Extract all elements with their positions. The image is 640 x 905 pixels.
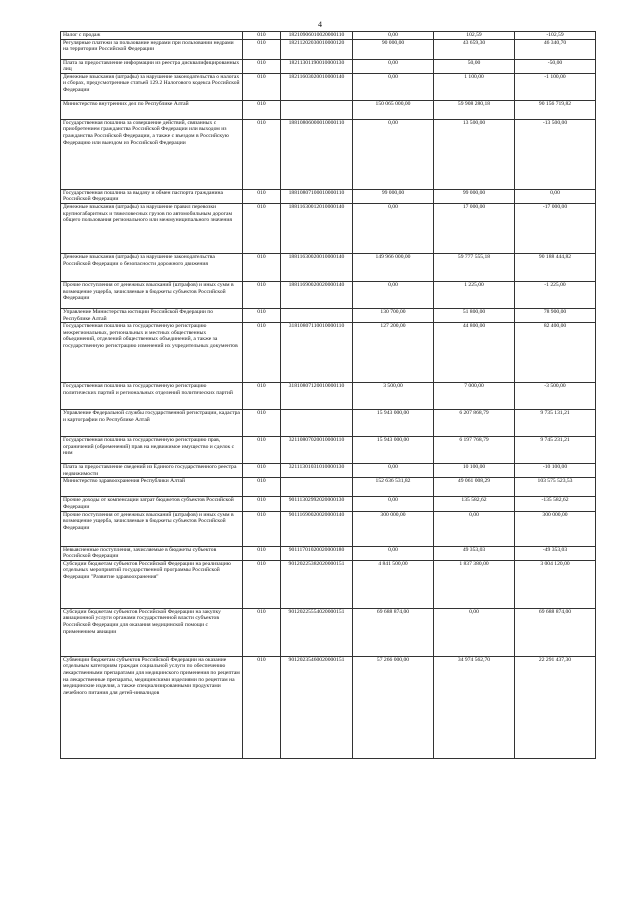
row-plan-cell: 3 500,00 <box>353 383 434 410</box>
table-row <box>61 39 596 59</box>
row-kbk-code-cell: 18211603020010000140 <box>281 73 353 100</box>
row-admin-code-cell: 010 <box>243 203 281 253</box>
page-number: 4 <box>318 20 322 29</box>
row-plan-cell: 130 700,00 <box>353 308 434 322</box>
table-row <box>61 656 596 758</box>
row-admin-code-cell: 010 <box>243 560 281 608</box>
row-kbk-code-cell <box>281 100 353 119</box>
row-diff-cell: -1 225,00 <box>515 281 596 308</box>
row-name-cell: Управление Федеральной службы государственной регистрации, кадастра и картографии по Республике Алтай <box>61 410 243 437</box>
table-row <box>61 383 596 410</box>
row-diff-cell: -17 000,00 <box>515 203 596 253</box>
row-diff-cell: 90 188 444,82 <box>515 253 596 281</box>
row-admin-code-cell: 010 <box>243 478 281 497</box>
row-admin-code-cell: 010 <box>243 437 281 464</box>
table-row <box>61 464 596 478</box>
row-diff-cell: 300 000,00 <box>515 511 596 546</box>
row-name-cell: Государственная пошлина за совершение действий, связанных с приобретением гражданства Российской Федерации или выходом из гражданства Российской Федерации, а также с въездом в Российскую Федерацию или выездом из Российской Федерации <box>61 119 243 189</box>
row-name-cell: Субсидии бюджетам субъектов Российской Федерации на закупку авиационной услуги органами государственной власти субъектов Российской Федерации для оказания медицинской помощи с применением авиации <box>61 608 243 656</box>
row-kbk-code-cell: 18211202030010000120 <box>281 39 353 59</box>
row-name-cell: Денежные взыскания (штрафы) за нарушение правил перевозки крупногабаритных и тяжеловесных грузов по автомобильным дорогам общего пользования регионального или межмуниципального значения <box>61 203 243 253</box>
row-fact-cell: 99 000,00 <box>434 189 515 203</box>
row-diff-cell: -50,00 <box>515 59 596 73</box>
row-admin-code-cell: 010 <box>243 410 281 437</box>
row-plan-cell: 0,00 <box>353 119 434 189</box>
row-kbk-code-cell: 18810807100010000110 <box>281 189 353 203</box>
row-plan-cell: 0,00 <box>353 464 434 478</box>
row-kbk-code-cell: 90111690020020000140 <box>281 511 353 546</box>
row-plan-cell: 15 943 000,00 <box>353 410 434 437</box>
row-name-cell: Субвенции бюджетам субъектов Российской Федерации на оказание отдельным категориям граждан социальной услуги по обеспечению лекарственными препаратами для медицинского применения по рецептам на лекарственные препараты, медицинскими изделиями по рецептам на медицинские изделия, а также специализированными продуктами лечебного питания для детей-инвалидов <box>61 656 243 758</box>
row-diff-cell: 9 735 131,21 <box>515 410 596 437</box>
row-plan-cell: 0,00 <box>353 203 434 253</box>
row-diff-cell: 82 400,00 <box>515 323 596 383</box>
row-admin-code-cell: 010 <box>243 59 281 73</box>
row-plan-cell: 0,00 <box>353 546 434 560</box>
table-row <box>61 308 596 322</box>
row-admin-code-cell: 010 <box>243 281 281 308</box>
table-row <box>61 478 596 497</box>
row-diff-cell: -13 500,00 <box>515 119 596 189</box>
row-kbk-code-cell: 90111302992020000130 <box>281 497 353 511</box>
table-row <box>61 546 596 560</box>
row-name-cell: Министерство внутренних дел по Республике Алтай <box>61 100 243 119</box>
row-diff-cell: 0,00 <box>515 189 596 203</box>
table-row <box>61 511 596 546</box>
table-row <box>61 100 596 119</box>
row-admin-code-cell: 010 <box>243 546 281 560</box>
row-fact-cell: 102,59 <box>434 32 515 40</box>
row-fact-cell: 1 100,00 <box>434 73 515 100</box>
row-name-cell: Управление Министерства юстиции Российской Федерации по Республике Алтай <box>61 308 243 322</box>
row-name-cell: Денежные взыскания (штрафы) за нарушение законодательства о налогах и сборах, предусмотренные статьей 129.2 Налогового кодекса Российской Федерации <box>61 73 243 100</box>
table-row <box>61 253 596 281</box>
row-admin-code-cell: 010 <box>243 608 281 656</box>
row-name-cell: Государственная пошлина за выдачу и обмен паспорта гражданина Российской Федерации <box>61 189 243 203</box>
row-fact-cell: 1 837 380,00 <box>434 560 515 608</box>
row-fact-cell: 50,00 <box>434 59 515 73</box>
row-plan-cell: 4 841 500,00 <box>353 560 434 608</box>
table-row <box>61 410 596 437</box>
row-admin-code-cell: 010 <box>243 308 281 322</box>
row-kbk-code-cell: 18811630020010000140 <box>281 253 353 281</box>
table-row <box>61 497 596 511</box>
table-row <box>61 59 596 73</box>
row-kbk-code-cell: 31810807120010000110 <box>281 383 353 410</box>
row-plan-cell: 57 266 000,00 <box>353 656 434 758</box>
row-admin-code-cell: 010 <box>243 511 281 546</box>
row-name-cell: Плата за предоставление сведений из Единого государственного реестра недвижимости <box>61 464 243 478</box>
row-plan-cell: 150 065 000,00 <box>353 100 434 119</box>
row-admin-code-cell: 010 <box>243 119 281 189</box>
row-diff-cell: 69 688 874,00 <box>515 608 596 656</box>
row-fact-cell: 49 061 008,29 <box>434 478 515 497</box>
row-kbk-code-cell: 31810807110010000110 <box>281 323 353 383</box>
table-row <box>61 73 596 100</box>
table-row <box>61 560 596 608</box>
row-name-cell: Государственная пошлина за государственную регистрацию прав, ограничений (обременений) прав на недвижимое имущество и сделок с ним <box>61 437 243 464</box>
row-plan-cell: 127 200,00 <box>353 323 434 383</box>
row-fact-cell: 51 800,00 <box>434 308 515 322</box>
row-fact-cell: 0,00 <box>434 608 515 656</box>
row-name-cell: Прочие поступления от денежных взысканий (штрафов) и иных сумм в возмещение ущерба, зачисляемые в бюджеты субъектов Российской Федерации <box>61 281 243 308</box>
row-kbk-code-cell: 18210906010020000110 <box>281 32 353 40</box>
row-kbk-code-cell: 18211301190010000130 <box>281 59 353 73</box>
row-kbk-code-cell <box>281 308 353 322</box>
budget-table-body <box>61 32 596 759</box>
row-admin-code-cell: 010 <box>243 656 281 758</box>
row-name-cell: Невыясненные поступления, зачисляемые в бюджеты субъектов Российской Федерации <box>61 546 243 560</box>
row-admin-code-cell: 010 <box>243 189 281 203</box>
row-name-cell: Денежные взыскания (штрафы) за нарушение законодательства Российской Федерации о безопасности дорожного движения <box>61 253 243 281</box>
row-fact-cell: 0,00 <box>434 511 515 546</box>
row-plan-cell: 0,00 <box>353 32 434 40</box>
table-row <box>61 203 596 253</box>
row-fact-cell: 13 500,00 <box>434 119 515 189</box>
row-name-cell: Министерство здравоохранения Республики Алтай <box>61 478 243 497</box>
row-fact-cell: 6 197 768,79 <box>434 437 515 464</box>
row-plan-cell: 15 943 000,00 <box>353 437 434 464</box>
row-admin-code-cell: 010 <box>243 32 281 40</box>
row-diff-cell: 90 156 719,82 <box>515 100 596 119</box>
row-diff-cell: -102,59 <box>515 32 596 40</box>
row-admin-code-cell: 010 <box>243 497 281 511</box>
row-admin-code-cell: 010 <box>243 100 281 119</box>
row-plan-cell: 300 000,00 <box>353 511 434 546</box>
row-kbk-code-cell: 32110807020010000110 <box>281 437 353 464</box>
row-diff-cell: 46 340,70 <box>515 39 596 59</box>
row-fact-cell: 7 000,00 <box>434 383 515 410</box>
row-diff-cell: -10 100,00 <box>515 464 596 478</box>
row-fact-cell: 34 974 562,70 <box>434 656 515 758</box>
row-admin-code-cell: 010 <box>243 73 281 100</box>
row-fact-cell: 59 777 555,18 <box>434 253 515 281</box>
table-row <box>61 608 596 656</box>
row-diff-cell: -49 353,03 <box>515 546 596 560</box>
row-fact-cell: 1 225,00 <box>434 281 515 308</box>
row-diff-cell: 103 575 523,53 <box>515 478 596 497</box>
row-admin-code-cell: 010 <box>243 464 281 478</box>
row-diff-cell: 9 745 231,21 <box>515 437 596 464</box>
row-plan-cell: 0,00 <box>353 73 434 100</box>
row-name-cell: Субсидии бюджетам субъектов Российской Федерации на реализацию отдельных мероприятий государственной программы Российской Федерации "Развитие здравоохранения" <box>61 560 243 608</box>
table-row <box>61 189 596 203</box>
row-fact-cell: 43 659,30 <box>434 39 515 59</box>
row-diff-cell: -3 500,00 <box>515 383 596 410</box>
row-diff-cell: 22 291 437,30 <box>515 656 596 758</box>
row-diff-cell: -135 582,62 <box>515 497 596 511</box>
row-name-cell: Плата за предоставление информации из реестра дисквалифицированных лиц <box>61 59 243 73</box>
row-plan-cell: 99 000,00 <box>353 189 434 203</box>
row-fact-cell: 17 000,00 <box>434 203 515 253</box>
row-diff-cell: 3 004 120,00 <box>515 560 596 608</box>
row-kbk-code-cell: 90120235460020000151 <box>281 656 353 758</box>
row-admin-code-cell: 010 <box>243 253 281 281</box>
row-kbk-code-cell: 32111301031010000130 <box>281 464 353 478</box>
table-row <box>61 281 596 308</box>
row-kbk-code-cell <box>281 410 353 437</box>
row-plan-cell: 0,00 <box>353 59 434 73</box>
row-name-cell: Государственная пошлина за государственную регистрацию политических партий и региональных отделений политических партий <box>61 383 243 410</box>
row-kbk-code-cell: 18810806000010000110 <box>281 119 353 189</box>
row-kbk-code-cell: 90111701020020000180 <box>281 546 353 560</box>
row-diff-cell: -1 100,00 <box>515 73 596 100</box>
row-admin-code-cell: 010 <box>243 39 281 59</box>
row-plan-cell: 152 636 531,82 <box>353 478 434 497</box>
row-fact-cell: 59 908 280,18 <box>434 100 515 119</box>
row-name-cell: Регулярные платежи за пользование недрами при пользовании недрами на территории Российской Федерации <box>61 39 243 59</box>
row-fact-cell: 10 100,00 <box>434 464 515 478</box>
row-fact-cell: 135 582,62 <box>434 497 515 511</box>
row-name-cell: Прочие доходы от компенсации затрат бюджетов субъектов Российской Федерации <box>61 497 243 511</box>
row-kbk-code-cell: 18811630012010000140 <box>281 203 353 253</box>
table-row <box>61 32 596 40</box>
row-fact-cell: 44 800,00 <box>434 323 515 383</box>
table-row <box>61 323 596 383</box>
row-plan-cell: 149 966 000,00 <box>353 253 434 281</box>
row-name-cell: Государственная пошлина за государственную регистрацию межрегиональных, региональных и местных общественных объединений, отделений общественных объединений, а также за государственную регистрацию изменений их учредительных документов <box>61 323 243 383</box>
row-kbk-code-cell: 90120225554020000151 <box>281 608 353 656</box>
table-row <box>61 119 596 189</box>
row-admin-code-cell: 010 <box>243 323 281 383</box>
row-diff-cell: 78 900,00 <box>515 308 596 322</box>
table-row <box>61 437 596 464</box>
row-kbk-code-cell <box>281 478 353 497</box>
row-kbk-code-cell: 18811690020020000140 <box>281 281 353 308</box>
row-name-cell: Налог с продаж <box>61 32 243 40</box>
row-plan-cell: 69 688 874,00 <box>353 608 434 656</box>
row-plan-cell: 90 000,00 <box>353 39 434 59</box>
budget-table <box>60 31 596 759</box>
row-name-cell: Прочие поступления от денежных взысканий (штрафов) и иных сумм в возмещение ущерба, зачисляемые в бюджеты субъектов Российской Федерации <box>61 511 243 546</box>
row-plan-cell: 0,00 <box>353 281 434 308</box>
row-plan-cell: 0,00 <box>353 497 434 511</box>
row-fact-cell: 49 353,03 <box>434 546 515 560</box>
row-fact-cell: 6 207 868,79 <box>434 410 515 437</box>
row-admin-code-cell: 010 <box>243 383 281 410</box>
row-kbk-code-cell: 90120225382020000151 <box>281 560 353 608</box>
